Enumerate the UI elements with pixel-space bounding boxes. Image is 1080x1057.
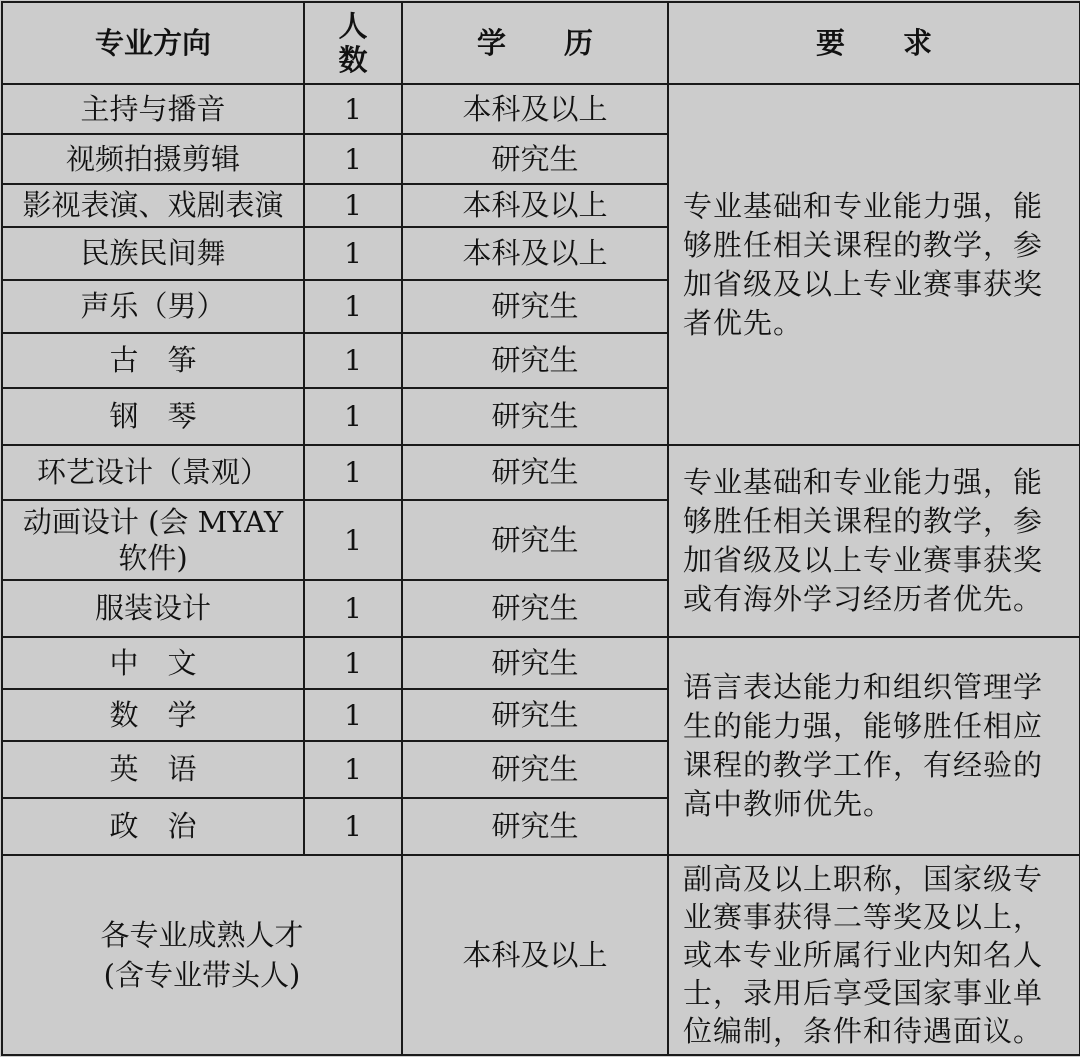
major-cell: 影视表演、戏剧表演 — [2, 184, 304, 227]
degree-cell: 本科及以上 — [402, 227, 668, 280]
major-cell: 视频拍摄剪辑 — [2, 134, 304, 184]
count-cell: 1 — [304, 741, 402, 798]
degree-cell: 研究生 — [402, 637, 668, 689]
header-count — [304, 2, 402, 84]
requirement-cell-academic: 语言表达能力和组织管理学生的能力强，能够胜任相应课程的教学工作，有经验的高中教师优先。 — [668, 637, 1080, 855]
major-cell: 英 语 — [2, 741, 304, 798]
degree-cell: 研究生 — [402, 798, 668, 855]
degree-cell: 研究生 — [402, 689, 668, 741]
count-cell: 1 — [304, 184, 402, 227]
table-row — [2, 637, 1080, 689]
header-count-text: 人数 — [338, 9, 368, 77]
count-cell: 1 — [304, 637, 402, 689]
talent-major-cell: 各专业成熟人才 (含专业带头人) — [2, 855, 402, 1055]
degree-cell: 研究生 — [402, 500, 668, 580]
talent-row — [2, 855, 1080, 1055]
major-cell: 动画设计 (会 MYAY 软件) — [2, 500, 304, 580]
requirement-cell-talent: 副高及以上职称，国家级专业赛事获得二等奖及以上，或本专业所属行业内知名人士，录用后享受国家事业单位编制，条件和待遇面议。 — [668, 855, 1080, 1055]
table-row — [2, 445, 1080, 500]
degree-cell: 研究生 — [402, 580, 668, 637]
major-cell: 政 治 — [2, 798, 304, 855]
degree-cell: 研究生 — [402, 741, 668, 798]
count-cell: 1 — [304, 445, 402, 500]
count-cell: 1 — [304, 227, 402, 280]
major-cell: 中 文 — [2, 637, 304, 689]
major-cell: 数 学 — [2, 689, 304, 741]
requirement-cell-arts: 专业基础和专业能力强，能够胜任相关课程的教学，参加省级及以上专业赛事获奖者优先。 — [668, 84, 1080, 445]
header-major: 专业方向 — [2, 2, 304, 84]
degree-cell: 研究生 — [402, 388, 668, 445]
count-cell: 1 — [304, 84, 402, 134]
talent-degree-cell: 本科及以上 — [402, 855, 668, 1055]
major-cell: 服装设计 — [2, 580, 304, 637]
table-row — [2, 84, 1080, 134]
count-cell: 1 — [304, 798, 402, 855]
count-cell: 1 — [304, 689, 402, 741]
requirement-cell-design: 专业基础和专业能力强，能够胜任相关课程的教学，参加省级及以上专业赛事获奖或有海外学习经历者优先。 — [668, 445, 1080, 637]
header-row — [2, 2, 1080, 84]
header-requirement: 要 求 — [668, 2, 1080, 84]
degree-cell: 本科及以上 — [402, 84, 668, 134]
major-cell: 钢 琴 — [2, 388, 304, 445]
count-cell: 1 — [304, 580, 402, 637]
degree-cell: 研究生 — [402, 134, 668, 184]
count-cell: 1 — [304, 388, 402, 445]
major-cell: 古 筝 — [2, 333, 304, 388]
count-cell: 1 — [304, 333, 402, 388]
header-degree: 学 历 — [402, 2, 668, 84]
major-cell: 环艺设计（景观） — [2, 445, 304, 500]
degree-cell: 研究生 — [402, 333, 668, 388]
count-cell: 1 — [304, 500, 402, 580]
major-cell: 声乐（男） — [2, 280, 304, 333]
major-cell: 主持与播音 — [2, 84, 304, 134]
count-cell: 1 — [304, 134, 402, 184]
count-cell: 1 — [304, 280, 402, 333]
degree-cell: 研究生 — [402, 280, 668, 333]
degree-cell: 研究生 — [402, 445, 668, 500]
recruitment-table — [1, 1, 1080, 1056]
degree-cell: 本科及以上 — [402, 184, 668, 227]
major-cell: 民族民间舞 — [2, 227, 304, 280]
